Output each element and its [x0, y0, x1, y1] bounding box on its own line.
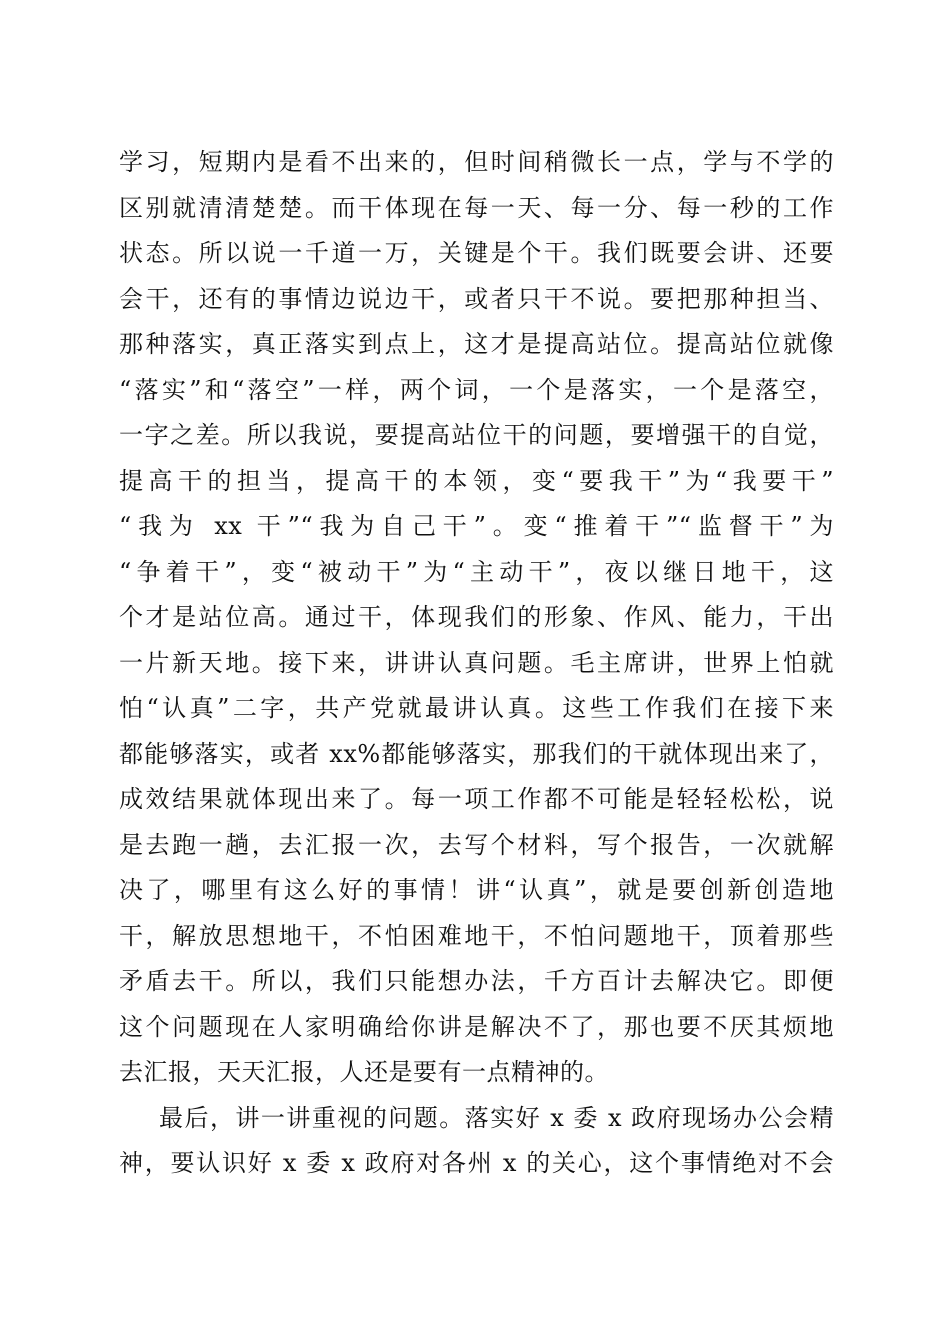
paragraph-1-line-11: 个才是站位高。通过干，体现我们的形象、作风、能力，干出 — [119, 603, 834, 631]
paragraph-1-line-15: 成效结果就体现出来了。每一项工作都不可能是轻轻松松，说 — [119, 785, 834, 813]
paragraph-1-line-13: 怕“认真”二字，共产党就最讲认真。这些工作我们在接下来 — [119, 694, 834, 722]
paragraph-1-line-16: 是去跑一趟，去汇报一次，去写个材料，写个报告，一次就解 — [119, 830, 834, 859]
paragraph-1-line-8: 提高干的担当，提高干的本领，变“要我干”为“我要干” — [119, 466, 834, 495]
paragraph-1-line-6: “落实”和“落空”一样，两个词，一个是落实，一个是落空， — [119, 375, 834, 404]
paragraph-1-line-4: 会干，还有的事情边说边干，或者只干不说。要把那种担当、 — [119, 284, 834, 313]
paragraph-1-line-1: 学习，短期内是看不出来的，但时间稍微长一点，学与不学的 — [119, 148, 834, 176]
body-text — [119, 140, 834, 1187]
paragraph-1-line-21: 去汇报，天天汇报，人还是要有一点精神的。 — [119, 1058, 609, 1086]
paragraph-1-line-20: 这个问题现在人家明确给你讲是解决不了，那也要不厌其烦地 — [119, 1012, 834, 1041]
paragraph-1-line-5: 那种落实，真正落实到点上，这才是提高站位。提高站位就像 — [119, 330, 834, 358]
paragraph-2 — [119, 1096, 834, 1187]
paragraph-1-line-3: 状态。所以说一千道一万，关键是个干。我们既要会讲、还要 — [119, 239, 834, 267]
paragraph-1-line-12: 一片新天地。接下来，讲讲认真问题。毛主席讲，世界上怕就 — [119, 648, 834, 677]
paragraph-1-line-19: 矛盾去干。所以，我们只能想办法，千方百计去解决它。即便 — [119, 967, 834, 995]
paragraph-1 — [119, 140, 834, 1096]
paragraph-2-line-2: 神，要认识好 x 委 x 政府对各州 x 的关心，这个事情绝对不会 — [119, 1149, 834, 1177]
paragraph-2-line-1: 最后，讲一讲重视的问题。落实好 x 委 x 政府现场办公会精 — [159, 1103, 834, 1132]
paragraph-1-line-10: “争着干”，变“被动干”为“主动干”，夜以继日地干，这 — [119, 557, 834, 586]
paragraph-1-line-14: 都能够落实，或者 xx%都能够落实，那我们的干就体现出来了， — [119, 739, 834, 768]
paragraph-1-line-2: 区别就清清楚楚。而干体现在每一天、每一分、每一秒的工作 — [119, 193, 834, 222]
paragraph-1-line-17: 决了，哪里有这么好的事情！讲“认真”，就是要创新创造地 — [119, 876, 834, 904]
paragraph-1-line-18: 干，解放思想地干，不怕困难地干，不怕问题地干，顶着那些 — [119, 921, 834, 950]
paragraph-1-line-9: “我为 xx 干”“我为自己干”。变“推着干”“监督干”为 — [119, 512, 834, 540]
paragraph-1-line-7: 一字之差。所以我说，要提高站位干的问题，要增强干的自觉， — [119, 421, 834, 449]
